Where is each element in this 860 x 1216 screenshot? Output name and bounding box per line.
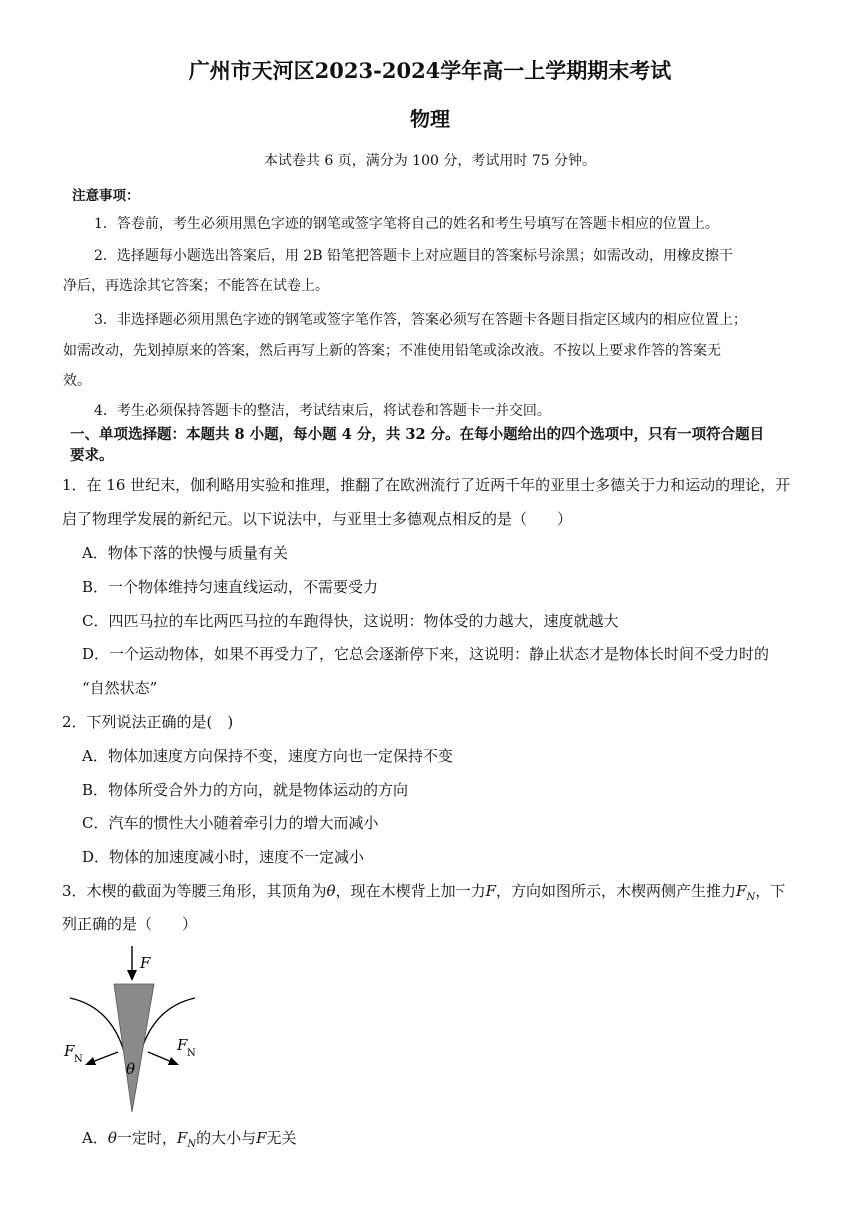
notice-item-4: 4．考生必须保持答题卡的整洁，考试结束后，将试卷和答题卡一并交回。 [94,403,551,419]
notice-item-2-line-1: 2．选择题每小题选出答案后，用 2B 铅笔把答题卡上对应题目的答案标号涂黑；如需改动，用橡皮擦干 [94,248,734,264]
q1-stem-line-2: 启了物理学发展的新纪元。以下说法中，与亚里士多德观点相反的是（ ） [62,510,573,528]
q1-stem-line-1: 1．在 16 世纪末，伽利略用实验和推理，推翻了在欧洲流行了近两千年的亚里士多德关于力和运动的理论，开 [62,476,791,494]
q3-stem-pre: 3．木楔的截面为等腰三角形，其顶角为 [62,882,327,900]
q3-option-a [82,1127,297,1150]
notice-item-3-line-2: 如需改动，先划掉原来的答案，然后再写上新的答案；不准使用铅笔或涂改液。不按以上要求作答的答案无 [63,343,721,359]
q2-option-d: D．物体的加速度减小时，速度不一定减小 [82,848,365,866]
q1-option-d-line-1: D．一个运动物体，如果不再受力了，它总会逐渐停下来，这说明：静止状态才是物体长时间不受力时的 [82,645,770,663]
fn-right-arrowhead [168,1057,179,1065]
section-heading [70,424,800,466]
q3-stem-mid2: ，方向如图所示，木楔两侧产生推力 [496,882,737,900]
q1-option-d-line-2: “自然状态” [82,679,158,697]
q3-option-a-end: 无关 [266,1129,297,1147]
q3-option-a-fn-sub: N [187,1139,197,1150]
exam-title: 广州市天河区2023-2024学年高一上学期期末考试 [188,58,672,83]
q3-force-f: F [485,882,497,900]
q1-option-c: C．四匹马拉的车比两匹马拉的车跑得快，这说明：物体受的力越大，速度就越大 [82,612,619,630]
q2-stem: 2．下列说法正确的是( ) [62,713,234,731]
force-f-label: F [140,954,151,972]
theta-label: θ [126,1060,136,1078]
q3-stem-line-1 [62,880,785,903]
q3-option-a-post: 的大小与 [196,1129,257,1147]
q3-theta: θ [326,882,336,900]
section-heading-line-1: 一、单项选择题：本题共 8 小题，每小题 4 分，共 32 分。在每小题给出的四个选项中，只有一项符合题目 [70,426,765,443]
fn-right-sub: N [187,1048,196,1059]
q3-stem-mid1: ，现在木楔背上加一力 [335,882,486,900]
force-f-arrowhead [127,970,137,981]
q1-option-b: B．一个物体维持匀速直线运动，不需要受力 [82,578,379,596]
fn-right-label: F [177,1036,188,1054]
section-heading-line-2: 要求。 [70,447,114,464]
q2-option-c: C．汽车的惯性大小随着牵引力的增大而减小 [82,814,379,832]
q3-option-a-fn: F [176,1129,188,1147]
q3-stem-line-2: 列正确的是（ ） [62,915,198,933]
q3-stem-post: ，下 [755,882,786,900]
notice-item-3-line-1: 3．非选择题必须用黑色字迹的钢笔或签字笔作答，答案必须写在答题卡各题目指定区域内的相应位置上； [94,312,747,328]
wedge-shape [114,984,154,1112]
notice-item-2-line-2: 净后，再选涂其它答案；不能答在试卷上。 [63,278,329,294]
fn-right-arrow [148,1052,172,1062]
wedge-figure [60,940,210,1120]
q3-option-a-theta: θ [107,1129,117,1147]
q3-option-a-pre: A． [82,1129,108,1147]
fn-left-sub: N [74,1054,83,1065]
q3-option-a-mid: 一定时， [116,1129,177,1147]
q3-force-fn: F [736,882,747,900]
fn-left-arrowhead [85,1057,96,1065]
fn-left-arrow [92,1052,118,1062]
fn-left-label: F [64,1042,75,1060]
notice-item-3-line-3: 效。 [63,373,91,389]
q3-force-fn-sub: N [746,892,756,903]
q3-option-a-f: F [256,1129,267,1147]
q2-option-a: A．物体加速度方向保持不变，速度方向也一定保持不变 [82,747,453,765]
subject-title: 物理 [410,107,450,131]
exam-info: 本试卷共 6 页，满分为 100 分，考试用时 75 分钟。 [263,153,597,169]
notice-heading: 注意事项： [72,188,140,204]
notice-item-1: 1．答卷前，考生必须用黑色字迹的钢笔或签字笔将自己的姓名和考生号填写在答题卡相应的位置上。 [94,216,719,232]
q1-option-a: A．物体下落的快慢与质量有关 [82,544,288,562]
q2-option-b: B．物体所受合外力的方向，就是物体运动的方向 [82,781,409,799]
